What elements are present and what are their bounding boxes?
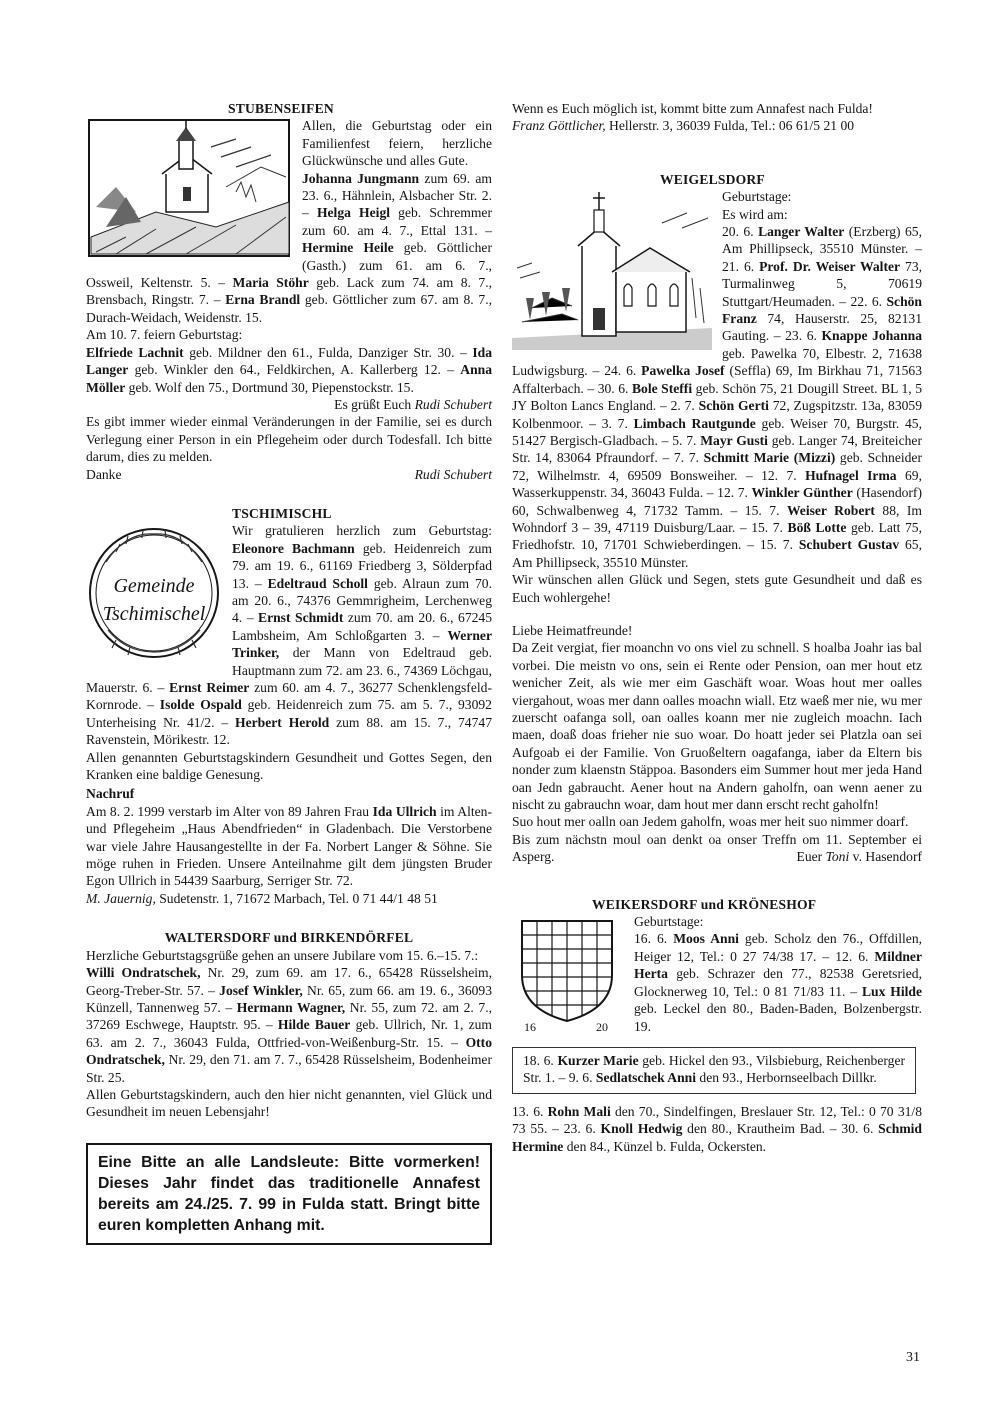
weikersdorf-intro: Geburtstage: bbox=[634, 914, 704, 930]
gemeinde-seal-tschimischl bbox=[86, 522, 222, 664]
dialect-paragraph-3: Bis zum nächstn moul oan denkt oa onser Treffn om 11. September ei Asperg. Euer Toni v. Hasendorf bbox=[512, 831, 922, 865]
weigelsdorf-birthdays: 20. 6. Langer Walter (Erzberg) 65, Am Phillipseck, 35510 Münster. – 21. 6. Prof. Dr. Weiser Walter 73, Turmalinweg 5, 70619 Stuttgart/Heumaden. – 22. 6. Schön Franz 74, Hauserstr. 25, 82131 Gauting. – 23. 6. Knappe Johanna geb. Pawelka 70, Elbestr. 2, 71638 Ludwigsburg. – 24. 6. Pawelka Josef (Seffla) 69, Im Birkhau 71, 71563 Affalterbach. – 30. 6. Bole Steffi geb. Schön 75, 21 Dougill Street. BL 1, 5 JY Bolton Lancs England. – 2. 7. Schön Gerti 72, Zugspitzstr. 13a, 83059 Kolbenmoor. – 3. 7. Limbach Rautgunde geb. Weiser 70, Burgstr. 45, 51427 Bergisch-Gladbach. – 5. 7. Mayr Gusti geb. Langer 74, Breiteicher Str. 14, 83064 Pfraundorf. – 7. 7. Schmitt Marie (Mizzi) geb. Schneider 72, Wilhelmstr. 4, 69509 Bonsweiher. – 12. 7. Hufnagel Irma 69, Wasserkuppenstr. 34, 36043 Fulda. – 12. 7. Winkler Günther (Hasendorf) 60, Schwalbenweg 4, 71732 Tamm. – 15. 7. Weiser Robert 88, Im Wohndorf 3 – 39, 47119 Duisburg/Laar. – 15. 7. Böß Lotte geb. Latt 75, Friedhofstr. 10, 71701 Schwieberdingen. – 15. 7. Schubert Gustav 65, Am Phillipseck, 35510 Münster. bbox=[512, 224, 923, 570]
nachruf-text: Am 8. 2. 1999 verstarb im Alter von 89 Jahren Frau Ida Ullrich im Alten- und Pflegeheim „Haus Abendfrieden“ in Gladenbach. Die Verstorbene war viele Jahre Hausangestellte in der Fa. Norbert Langer & Söhne. Sie möge ruhen in Frieden. Unsere Anteilnahme gilt dem jüngsten Bruder Egon Ullrich in 54439 Saarburg, Serriger Str. 72. bbox=[86, 803, 493, 889]
annafest-notice-box: Eine Bitte an alle Landsleute: Bitte vormerken! Dieses Jahr findet das traditionelle Annafest bereits am 24./25. 7. 99 in Fulda statt. Bringt bitte euren kompletten Anhang mit. bbox=[86, 1143, 492, 1245]
church-illustration-weigelsdorf bbox=[512, 188, 712, 350]
dialect-letter-section bbox=[512, 622, 922, 866]
page-number: 31 bbox=[906, 1350, 920, 1365]
weikersdorf-birthdays-2: 13. 6. Rohn Mali den 70., Sindelfingen, Breslauer Str. 12, Tel.: 0 70 31/8 73 55. – 23. 6. Knoll Hedwig den 80., Krautheim Bad. – 30. 6. Schmid Hermine den 84., Künzel b. Fulda, Ockersten. bbox=[512, 1103, 922, 1154]
seal-text-line2: Tschimischel bbox=[102, 603, 206, 626]
stubenseifen-greeting: Allen, die Geburtstag oder ein Familienfest feiern, herzliche Glückwünsche und alles Gute. bbox=[302, 118, 492, 169]
stubenseifen-birthdays-2: Elfriede Lachnit geb. Mildner den 61., Fulda, Danziger Str. 30. – Ida Langer geb. Winkler den 64., Feldkirchen, A. Kallerberg 12. – Anna Möller geb. Wolf den 75., Dortmund 30, Piepenstockstr. 15. bbox=[86, 344, 492, 395]
weigelsdorf-intro-1: Geburtstage: bbox=[722, 189, 792, 205]
stubenseifen-signoff: Es grüßt Euch Rudi Schubert bbox=[334, 396, 492, 412]
waltersdorf-wishes: Allen Geburtstagskindern, auch den hier nicht genannten, viel Glück und Gesundheit im neuen Lebensjahr! bbox=[86, 1086, 492, 1120]
stubenseifen-date-note: Am 10. 7. feiern Geburtstag: bbox=[86, 327, 243, 343]
weikersdorf-section bbox=[512, 896, 922, 1155]
dialect-paragraph-2: Suo hout mer oalln oan Jedem gaholfn, woas mer heit suo nimmer doarf. bbox=[512, 814, 909, 830]
weigelsdorf-intro-2: Es wird am: bbox=[722, 206, 788, 222]
dialect-paragraph-1: Da Zeit vergiat, fier moanchn vo ons viel zu schnell. S hoalba Joahr ias bal vorbei. Die meistn vo ons, sein ei Rente oder Pension, oan mer hout etz wenicher Zeit, als wie mer eim Gaschäft woar. Woas hout mer oalles viergahout, woas mer dann oalles moachn wiall. Etz waeß mer nie, wu mer zuerscht oafanga soll, oan oalles koann mer nie zugleich moachn. Iach maen, doaß doas frieher nie suo woar. Do hoatt jeder sei Platzla oan sei Aufgoab ei der Familie. Von Gruoßeltern oagafanga, iaber da Eltern bis nonder zum klaenstn Stäppoa. Basonders eim Summer hout mer jeda Hand oan Jedn gabraucht. Aener hout na Andern gaholfn, oan wenn aener zu nischt zu gabrauchn woar, dam hout mer dann erscht recht gaholfn! bbox=[512, 640, 922, 813]
dialect-signature: Euer Toni v. Hasendorf bbox=[796, 849, 922, 865]
weigelsdorf-title: WEIGELSDORF bbox=[660, 171, 765, 187]
dialect-greeting: Liebe Heimatfreunde! bbox=[512, 622, 633, 638]
right-column bbox=[512, 100, 922, 1155]
tschimischl-birthdays: Wir gratulieren herzlich zum Geburtstag: Eleonore Bachmann geb. Heidenreich zum 79. am 19. 6., 61169 Friedberg 3, Sölderpfad 13. – Edeltraud Scholl geb. Alraun zum 70. am 20. 6., 74376 Gemmrigheim, Lerchenweg 4. – Ernst Schmidt zum 70. am 20. 6., 67245 Lambsheim, Am Schloßgarten 3. – Werner Trinker, der Mann von Edeltraud geb. Hauptmann zum 72. am 23. 6., 74369 Löchgau, Mauerstr. 6. – Ernst Reimer zum 60. am 4. 7., 36277 Schenklengsfeld-Kornrode. – Isolde Ospald geb. Heidenreich zum 75. am 5. 7., 93092 Unterheising Nr. 41/2. – Herbert Herold zum 88. am 15. 7., 74747 Ravenstein, Mörikestr. 12. bbox=[86, 523, 493, 748]
seal-text-line1: Gemeinde bbox=[113, 575, 195, 598]
waltersdorf-title: WALTERSDORF und BIRKENDÖRFEL bbox=[164, 930, 414, 946]
stubenseifen-thanks-line: Danke Rudi Schubert bbox=[86, 466, 492, 482]
nachruf-heading: Nachruf bbox=[86, 786, 135, 802]
tschimischl-wishes: Allen genannten Geburtstagskindern Gesundheit und Gottes Segen, den Kranken eine baldige Genesung. bbox=[86, 749, 492, 783]
crest-year-right: 20 bbox=[596, 1020, 608, 1034]
left-column bbox=[86, 100, 492, 1245]
coat-of-arms-weikersdorf bbox=[512, 913, 624, 1033]
stubenseifen-birthdays: Johanna Jungmann zum 69. am 23. 6., Hähnlein, Alsbacher Str. 2. – Helga Heigl geb. Schremmer zum 60. am 4. 7., Ettal 131. – Hermine Heile geb. Göttlicher (Gasth.) zum 61. am 6. 7., Ossweil, Keltenstr. 5. – Maria Stöhr geb. Lack zum 74. am 8. 7., Brensbach, Ringstr. 7. – Erna Brandl geb. Göttlicher zum 67. am 8. 7., Durach-Weidach, Weidenstr. 15. bbox=[86, 170, 492, 325]
stubenseifen-section bbox=[86, 100, 492, 483]
church-illustration-stubenseifen bbox=[86, 117, 292, 259]
weikersdorf-boxed-birthdays bbox=[512, 1047, 916, 1094]
weigelsdorf-section bbox=[512, 171, 922, 606]
annafest-signature: Franz Göttlicher, Hellerstr. 3, 36039 Fulda, Tel.: 06 61/5 21 00 bbox=[512, 118, 855, 134]
boxed-birthdays-text: 18. 6. Kurzer Marie geb. Hickel den 93., Vilsbieburg, Reichenberger Str. 1. – 9. 6. Sedlatschek Anni den 93., Herbornseelbach Dillkr. bbox=[523, 1052, 905, 1086]
stubenseifen-title: STUBENSEIFEN bbox=[228, 101, 334, 116]
tschimischl-title: TSCHIMISCHL bbox=[232, 505, 332, 521]
tschimischl-signature: M. Jauernig, Sudetenstr. 1, 71672 Marbach, Tel. 0 71 44/1 48 51 bbox=[86, 890, 438, 906]
annafest-invitation bbox=[512, 100, 922, 135]
stubenseifen-request: Es gibt immer wieder einmal Veränderungen in der Familie, sei es durch Verlegung einer Person in ein Pflegeheim oder durch Todesfall. Ich bitte darum, dies zu melden. bbox=[86, 414, 492, 465]
weigelsdorf-closing: Wir wünschen allen Glück und Segen, stets gute Gesundheit und daß es Euch wohlergehe! bbox=[512, 572, 922, 605]
tschimischl-section bbox=[86, 505, 492, 907]
weikersdorf-title: WEIKERSDORF und KRÖNESHOF bbox=[592, 896, 817, 912]
waltersdorf-section bbox=[86, 929, 492, 1120]
crest-year-left: 16 bbox=[524, 1020, 536, 1034]
waltersdorf-intro: Herzliche Geburtstagsgrüße gehen an unsere Jubilare vom 15. 6.–15. 7.: bbox=[86, 947, 479, 963]
waltersdorf-birthdays: Willi Ondratschek, Nr. 29, zum 69. am 17. 6., 65428 Rüsselsheim, Georg-Treber-Str. 57. – Josef Winkler, Nr. 65, zum 66. am 19. 6., 36093 Künzell, Tannenweg 57. – Hermann Wagner, Nr. 55, zum 72. am 2. 7., 37269 Eschwege, Hauptstr. 95. – Hilde Bauer geb. Ullrich, Nr. 1, zum 63. am 2. 7., 36043 Fulda, Ottfried-von-Weißenburg-Str. 15. – Otto Ondratschek, Nr. 29, den 71. am 7. 7., 65428 Rüsselsheim, Bodenheimer Str. 25. bbox=[86, 965, 493, 1085]
weikersdorf-birthdays: 16. 6. Moos Anni geb. Scholz den 76., Offdillen, Heiger 12, Tel.: 0 27 74/38 17. – 12. 6. Mildner Herta geb. Schrazer den 77., 82538 Geretsried, Glocknerweg 10, Tel.: 0 81 71/83 11. – Lux Hilde geb. Leckel den 80., Baden-Baden, Bolzenbergstr. 19. bbox=[634, 931, 923, 1034]
annafest-text: Wenn es Euch möglich ist, kommt bitte zum Annafest nach Fulda! bbox=[512, 101, 873, 116]
